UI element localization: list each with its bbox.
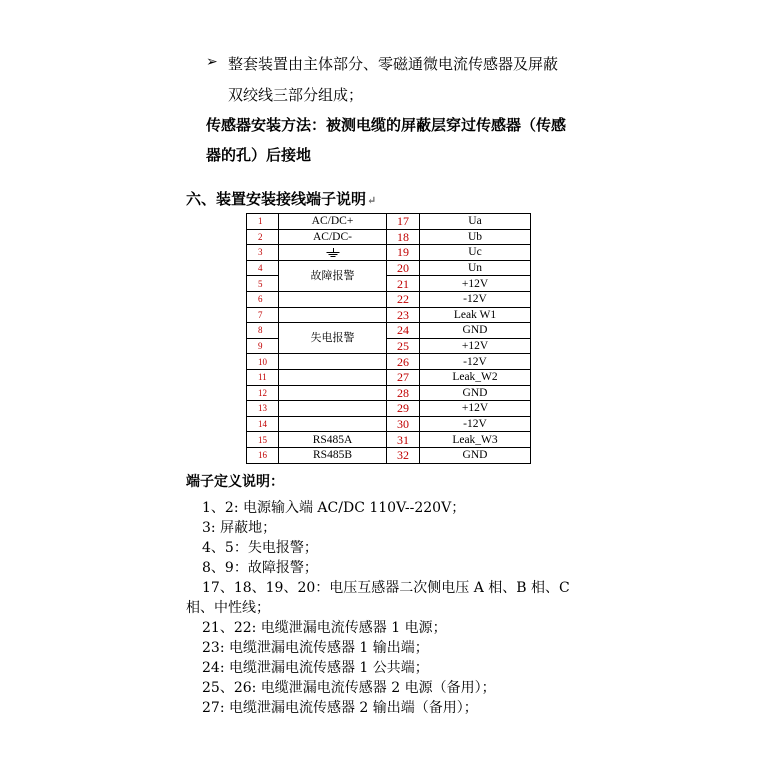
terminal-number: 28 [387,385,420,401]
table-row [247,432,531,448]
table-row [247,245,531,261]
terminal-number: 3 [247,245,279,261]
terminal-function [279,245,387,261]
definition-line: 3: 屏蔽地； [202,520,277,536]
terminal-signal: -12V [420,416,531,432]
table-row [247,401,531,417]
terminal-number: 20 [387,260,420,276]
install-method-line1: 传感器安装方法：被测电缆的屏蔽层穿过传感器（传感 [206,116,567,134]
ground-icon [326,248,340,258]
definitions-title: 端子定义说明： [186,474,284,490]
terminal-signal: GND [420,323,531,339]
table-row [247,416,531,432]
table-row [247,260,531,276]
terminal-function: RS485A [279,432,387,448]
table-row [247,323,531,339]
definition-line: 相、中性线； [186,600,270,616]
definition-line: 24: 电缆泄漏电流传感器 1 公共端； [202,660,429,676]
terminal-signal: Uc [420,245,531,261]
terminal-number: 2 [247,229,279,245]
definition-line: 17、18、19、20：电压互感器二次侧电压 A 相、B 相、C [202,580,570,596]
terminal-number: 8 [247,323,279,339]
terminal-signal: Ua [420,214,531,230]
bullet-text-line1: 整套装置由主体部分、零磁通微电流传感器及屏蔽 [228,55,559,73]
terminal-signal: GND [420,385,531,401]
terminal-number: 14 [247,416,279,432]
definition-line: 21、22: 电缆泄漏电流传感器 1 电源； [202,620,447,636]
terminal-number: 26 [387,354,420,370]
table-row [247,369,531,385]
terminal-number: 29 [387,401,420,417]
terminal-number: 31 [387,432,420,448]
terminal-function: AC/DC+ [279,214,387,230]
terminal-number: 22 [387,291,420,307]
terminal-number: 7 [247,307,279,323]
terminal-signal: +12V [420,401,531,417]
terminal-number: 30 [387,416,420,432]
definition-line: 8、9：故障报警； [202,560,318,576]
terminal-function [279,291,387,307]
terminal-signal: Ub [420,229,531,245]
terminal-number: 23 [387,307,420,323]
section-title: 六、装置安装接线端子说明↵ [186,190,377,208]
terminal-number: 25 [387,338,420,354]
terminal-number: 11 [247,369,279,385]
terminal-number: 27 [387,369,420,385]
terminal-number: 5 [247,276,279,292]
terminal-number: 24 [387,323,420,339]
terminal-signal: +12V [420,276,531,292]
terminal-function [279,354,387,370]
terminal-number: 12 [247,385,279,401]
terminal-function: 故障报警 [279,260,387,291]
terminal-function [279,307,387,323]
terminal-function: AC/DC- [279,229,387,245]
terminal-number: 6 [247,291,279,307]
table-row [247,291,531,307]
terminal-signal: Leak_W2 [420,369,531,385]
bullet-arrow-icon: ➢ [206,54,218,70]
return-mark-icon: ↵ [367,194,377,207]
table-row [247,214,531,230]
table-row [247,354,531,370]
terminal-number: 21 [387,276,420,292]
terminal-signal: Leak W1 [420,307,531,323]
terminal-number: 16 [247,447,279,463]
terminal-number: 4 [247,260,279,276]
terminal-function [279,401,387,417]
terminal-signal: -12V [420,354,531,370]
terminal-signal: GND [420,447,531,463]
terminal-function [279,385,387,401]
terminal-number: 13 [247,401,279,417]
terminal-signal: Leak_W3 [420,432,531,448]
terminal-number: 10 [247,354,279,370]
terminal-number: 17 [387,214,420,230]
table-row [247,307,531,323]
terminal-signal: Un [420,260,531,276]
terminal-number: 15 [247,432,279,448]
terminal-number: 32 [387,447,420,463]
terminal-table [246,213,531,464]
bullet-text-line2: 双绞线三部分组成； [228,86,364,104]
terminal-number: 1 [247,214,279,230]
definition-line: 27: 电缆泄漏电流传感器 2 输出端（备用）； [202,700,478,716]
terminal-number: 18 [387,229,420,245]
terminal-signal: +12V [420,338,531,354]
definition-line: 25、26: 电缆泄漏电流传感器 2 电源（备用）； [202,680,496,696]
terminal-signal: -12V [420,291,531,307]
table-row [247,385,531,401]
terminal-number: 9 [247,338,279,354]
terminal-function: RS485B [279,447,387,463]
terminal-function: 失电报警 [279,323,387,354]
table-row [247,229,531,245]
definition-line: 4、5：失电报警； [202,540,318,556]
terminal-number: 19 [387,245,420,261]
definition-line: 23: 电缆泄漏电流传感器 1 输出端； [202,640,429,656]
table-row [247,447,531,463]
terminal-function [279,416,387,432]
install-method-line2: 器的孔）后接地 [206,146,312,164]
definition-line: 1、2: 电源输入端 AC/DC 110V--220V； [202,500,466,516]
terminal-function [279,369,387,385]
